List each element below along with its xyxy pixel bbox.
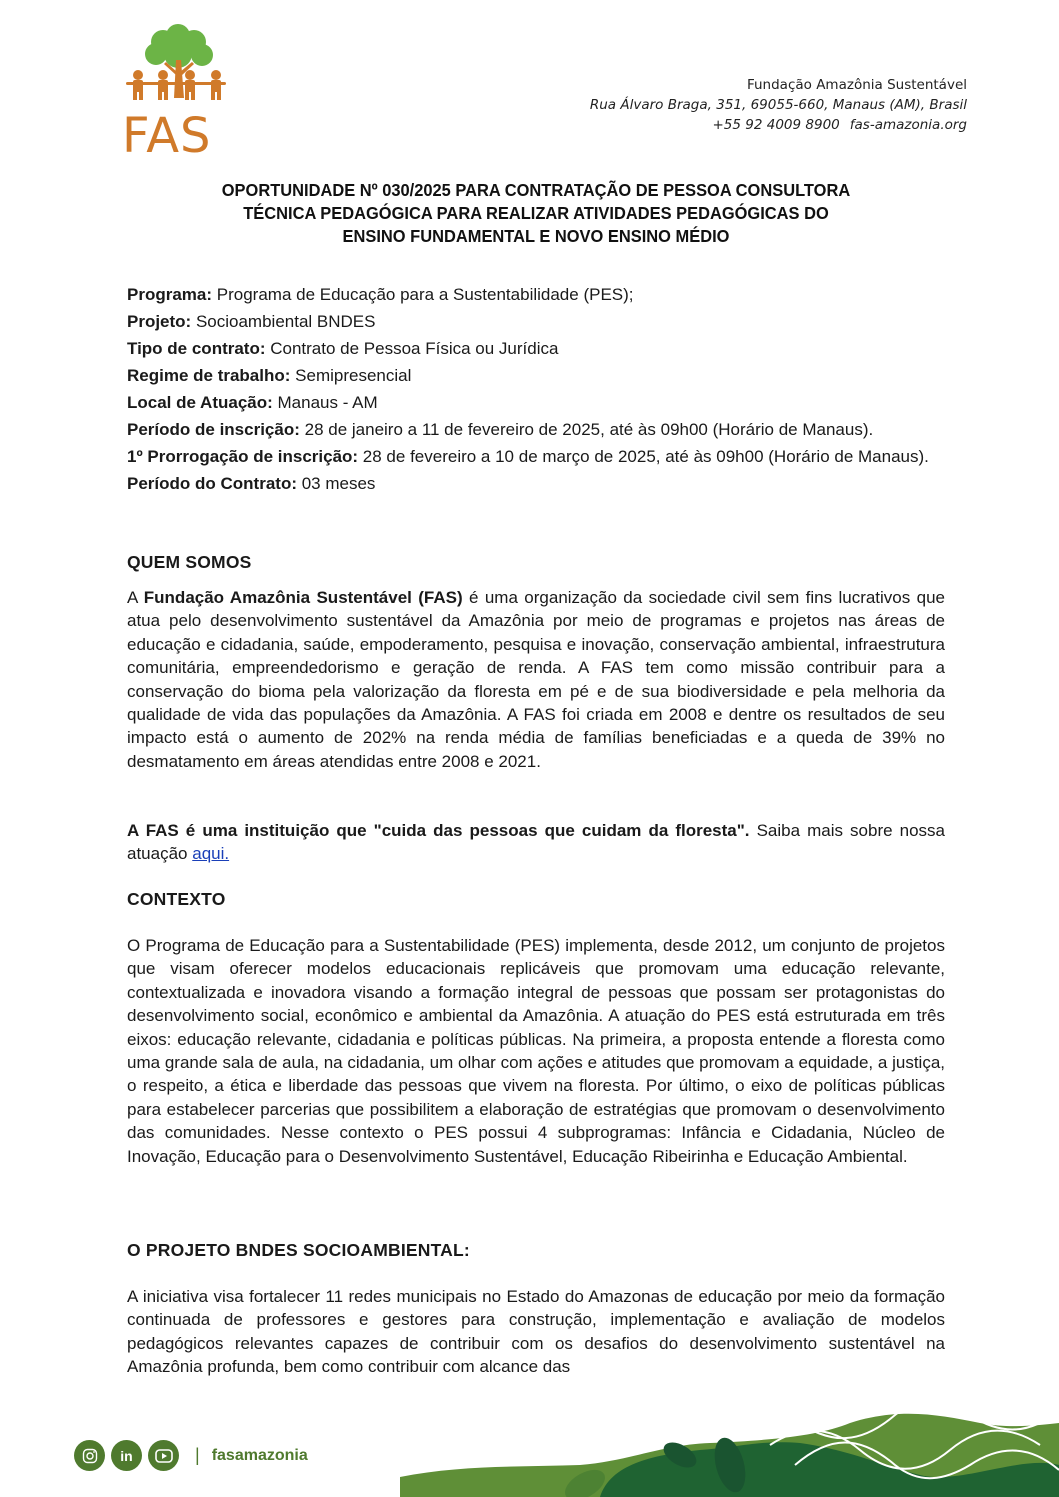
heading-contexto: CONTEXTO <box>127 889 226 909</box>
title-line-3: ENSINO FUNDAMENTAL E NOVO ENSINO MÉDIO <box>342 226 730 246</box>
org-phone: +55 92 4009 8900 <box>712 117 840 133</box>
forest-wave-decoration <box>400 1395 1059 1497</box>
org-contact <box>590 115 967 135</box>
contexto-paragraph: O Programa de Educação para a Sustentabilidade (PES) implementa, desde 2012, um conjunto de projetos que visam oferecer modelos educacionais replicáveis que promovam uma educação relevante, contextualizada e inovadora visando a formação integral de pessoas que possam ser protagonistas do desenvolvimento social, econômico e ambiental da Amazônia. A atuação do PES está estruturada em três eixos: educação relevante, cidadania e políticas públicas. Na primeira, a proposta entende a floresta como uma grande sala de aula, na cidadania, um olhar com ações e atitudes que promovam a equidade, a justiça, o respeito, a ética e liberdade das pessoas que vivem na floresta. Por último, o eixo de políticas públicas para estabelecer parcerias que possibilitem a elaboração de estratégias que promovam o desenvolvimento das comunidades. Nesse contexto o PES possui 4 subprogramas: Infância e Cidadania, Núcleo de Inovação, Educação para o Desenvolvimento Sustentável, Educação Ribeirinha e Educação Ambiental. <box>127 936 945 1166</box>
org-address: Rua Álvaro Braga, 351, 69055-660, Manaus (AM), Brasil <box>589 97 967 113</box>
detail-tipo-contrato: Tipo de contrato: Contrato de Pessoa Física ou Jurídica <box>127 339 559 358</box>
org-website[interactable]: fas-amazonia.org <box>849 117 967 133</box>
org-name: Fundação Amazônia Sustentável <box>746 77 967 93</box>
detail-projeto: Projeto: Socioambiental BNDES <box>127 312 376 331</box>
title-line-2: TÉCNICA PEDAGÓGICA PARA REALIZAR ATIVIDADES PEDAGÓGICAS DO <box>243 203 829 223</box>
opportunity-details <box>127 281 947 497</box>
instagram-icon[interactable] <box>74 1440 105 1471</box>
linkedin-icon[interactable]: in <box>111 1440 142 1471</box>
heading-quem-somos: QUEM SOMOS <box>127 552 252 572</box>
detail-prorrogacao: 1º Prorrogação de inscrição: 28 de fevereiro a 10 de março de 2025, até às 09h00 (Horário de Manaus). <box>127 447 929 466</box>
tree-people-icon <box>118 20 248 115</box>
detail-local: Local de Atuação: Manaus - AM <box>127 393 378 412</box>
detail-programa: Programa: Programa de Educação para a Sustentabilidade (PES); <box>127 285 634 304</box>
saiba-mais-link[interactable]: aqui. <box>192 844 230 864</box>
projeto-bndes-paragraph: A iniciativa visa fortalecer 11 redes municipais no Estado do Amazonas de educação por meio da formação continuada de professores e gestores para construção, implementação e avaliação de modelos pedagógicos relevantes capazes de contribuir com os desafios do desenvolvimento sustentável na Amazônia profunda, bem como contribuir com alcance das <box>127 1287 945 1377</box>
org-contact-block <box>590 75 967 135</box>
quem-somos-paragraph: A Fundação Amazônia Sustentável (FAS) é uma organização da sociedade civil sem fins lucrativos que atua pelo desenvolvimento sustentável da Amazônia por meio de programas e projetos nas áreas de educação e cidadania, saúde, empoderamento, pesquisa e inovação, conservação ambiental, infraestrutura comunitária, empreendedorismo e geração de renda. A FAS tem como missão contribuir para a conservação do bioma pela valorização da floresta em pé e de sua biodiversidade e pela melhoria da qualidade de vida das populações da Amazônia. A FAS foi criada em 2008 e dentre os resultados de seu impacto está o aumento de 202% na renda média de famílias beneficiadas e a queda de 39% no desmatamento em áreas atendidas entre 2008 e 2021. <box>127 588 945 771</box>
title-line-1: OPORTUNIDADE Nº 030/2025 PARA CONTRATAÇÃO DE PESSOA CONSULTORA <box>221 180 851 200</box>
detail-regime: Regime de trabalho: Semipresencial <box>127 366 412 385</box>
detail-periodo-contrato: Período do Contrato: 03 meses <box>127 474 376 493</box>
footer-separator: | <box>195 1445 200 1465</box>
quem-somos-tagline: A FAS é uma instituição que "cuida das pessoas que cuidam da floresta". Saiba mais sobre nossa atuação aqui. <box>127 821 945 864</box>
footer-handle: fasamazonia <box>211 1446 308 1464</box>
footer-social <box>74 1440 308 1471</box>
heading-projeto-bndes: O PROJETO BNDES SOCIOAMBIENTAL: <box>127 1240 470 1260</box>
logo-wordmark: FAS <box>122 108 212 164</box>
document-title <box>145 179 927 248</box>
detail-periodo-inscricao: Período de inscrição: 28 de janeiro a 11 de fevereiro de 2025, até às 09h00 (Horário de Manaus). <box>127 420 874 439</box>
youtube-icon[interactable] <box>148 1440 179 1471</box>
